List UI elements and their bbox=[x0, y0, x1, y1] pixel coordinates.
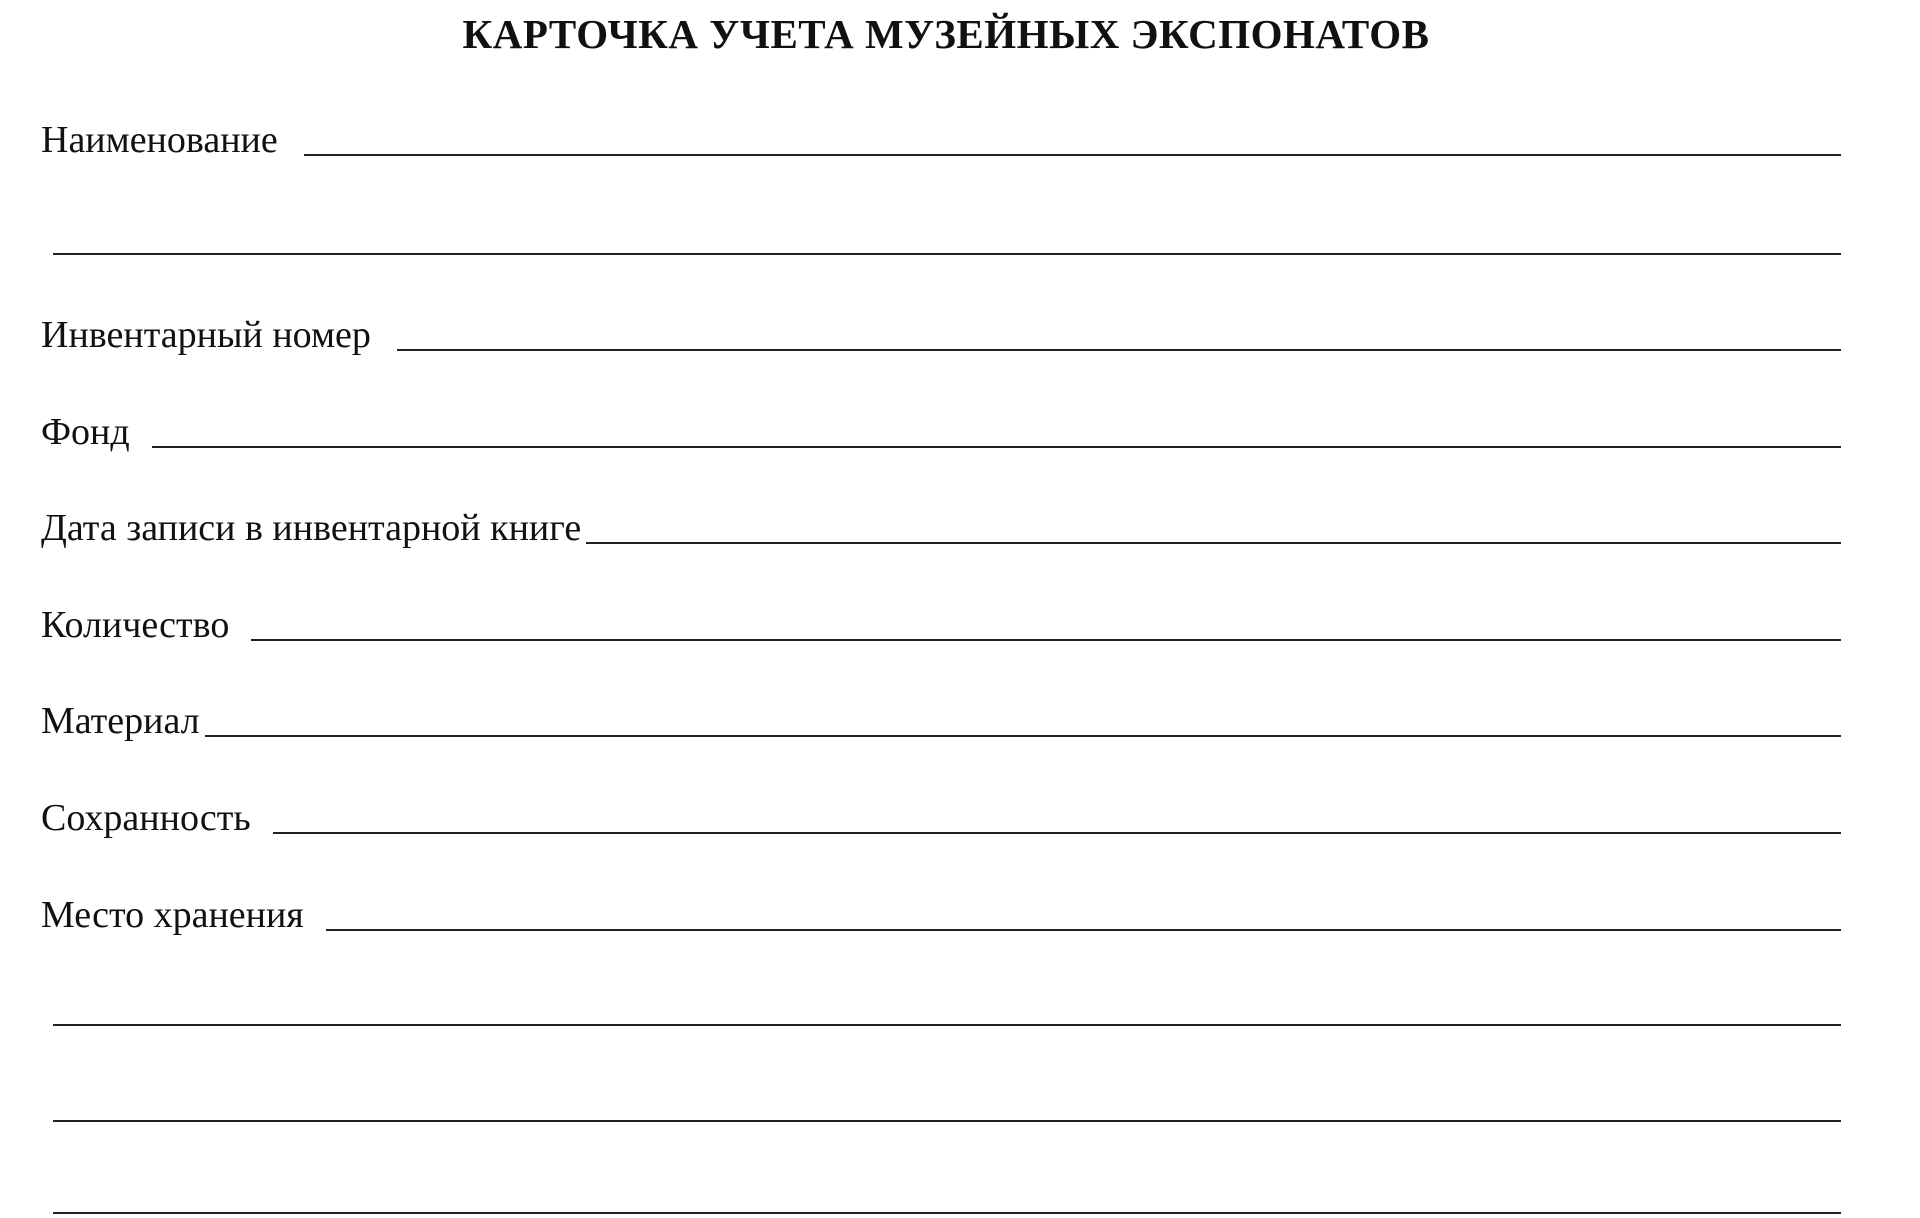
fund-row bbox=[41, 395, 1841, 455]
condition-field[interactable] bbox=[273, 796, 1841, 834]
fund-label: Фонд bbox=[41, 411, 130, 453]
storage-location-line-4-field[interactable] bbox=[53, 1178, 1841, 1214]
card-title: КАРТОЧКА УЧЕТА МУЗЕЙНЫХ ЭКСПОНАТОВ bbox=[462, 11, 1430, 57]
name-label: Наименование bbox=[41, 119, 278, 161]
inventory-number-field[interactable] bbox=[397, 313, 1841, 351]
condition-row bbox=[41, 781, 1841, 841]
material-label: Материал bbox=[41, 700, 200, 742]
storage-location-label: Место хранения bbox=[41, 894, 304, 936]
quantity-field[interactable] bbox=[251, 603, 1841, 641]
inventory-number-label: Инвентарный номер bbox=[41, 314, 371, 356]
quantity-label: Количество bbox=[41, 604, 230, 646]
material-row bbox=[41, 684, 1841, 744]
condition-label: Сохранность bbox=[41, 797, 251, 839]
name-row bbox=[41, 103, 1841, 163]
material-field[interactable] bbox=[205, 699, 1841, 737]
fund-field[interactable] bbox=[152, 410, 1841, 448]
record-date-label: Дата записи в инвентарной книге bbox=[41, 507, 582, 549]
quantity-row bbox=[41, 588, 1841, 648]
name-field[interactable] bbox=[304, 118, 1841, 156]
storage-location-field[interactable] bbox=[326, 893, 1841, 931]
name-continuation-field[interactable] bbox=[53, 219, 1841, 255]
record-date-row bbox=[41, 491, 1841, 551]
record-date-field[interactable] bbox=[586, 506, 1841, 544]
storage-location-line-3-field[interactable] bbox=[53, 1086, 1841, 1122]
storage-location-line-2-field[interactable] bbox=[53, 990, 1841, 1026]
inventory-number-row bbox=[41, 298, 1841, 358]
storage-location-row bbox=[41, 878, 1841, 938]
